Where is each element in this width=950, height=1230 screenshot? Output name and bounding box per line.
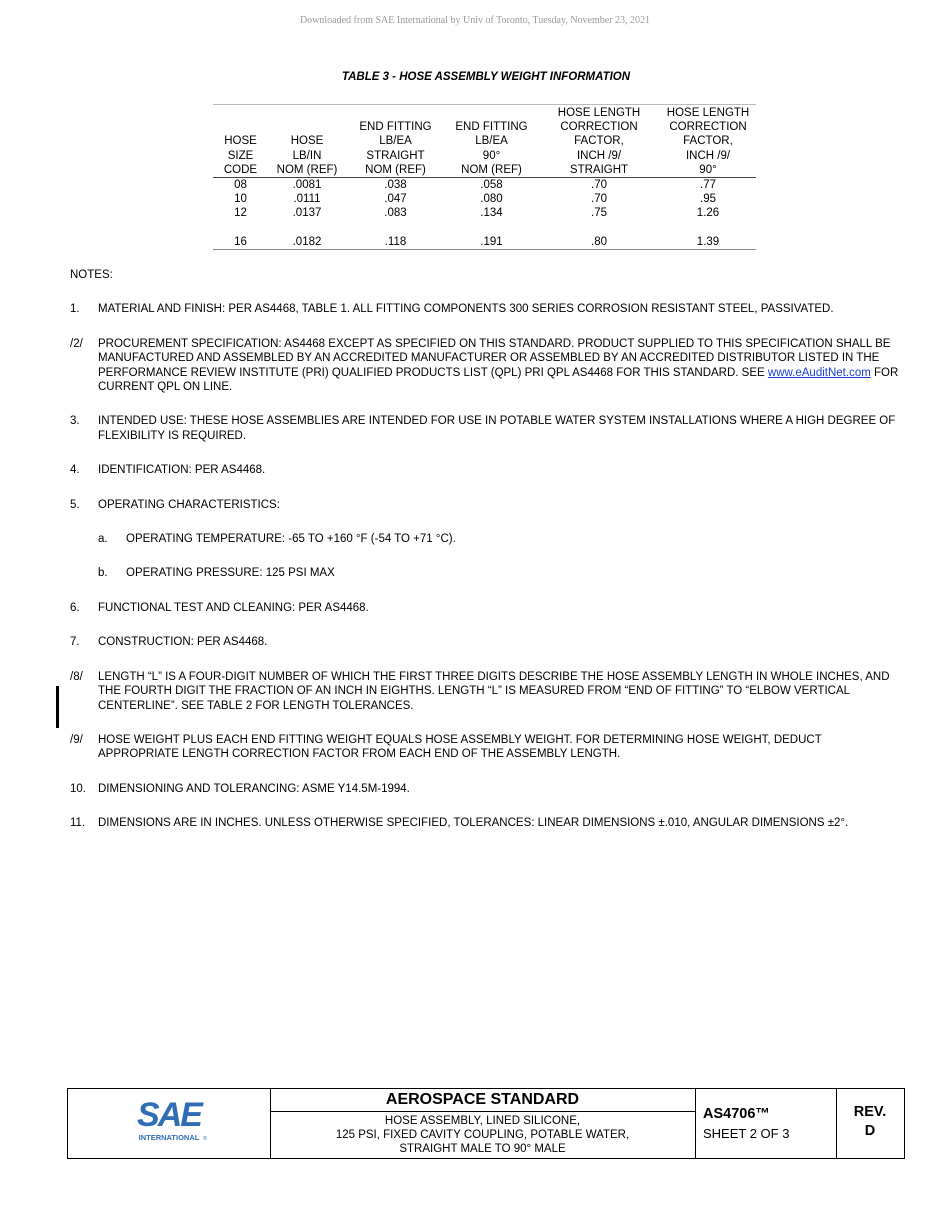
note-text: LENGTH “L” IS A FOUR-DIGIT NUMBER OF WHICH THE FIRST THREE DIGITS DESCRIBE THE HOSE ASSEMBLY LENGTH IN WHOLE INCHES, AND THE FOURTH DIGIT THE FRACTION OF AN INCH IN EIGHTHS. LENGTH “L” IS MEASURED FROM “END OF FITTING” TO “ELBOW VERTICAL CENTERLINE”. SEE TABLE 2 FOR LENGTH TOLERANCES. <box>98 670 890 712</box>
note-5b <box>70 566 900 580</box>
col-hose-lb-in: HOSE LB/IN NOM (REF) <box>268 105 346 178</box>
note-number: 1. <box>70 303 80 316</box>
table-cell: .191 <box>445 235 538 250</box>
note-number: 11. <box>70 817 86 830</box>
sae-logo-icon <box>68 1089 270 1158</box>
table-cell: .75 <box>591 207 607 220</box>
svg-text:®: ® <box>203 1136 207 1142</box>
svg-text:INTERNATIONAL: INTERNATIONAL <box>138 1133 200 1142</box>
document-title: HOSE ASSEMBLY, LINED SILICONE, 125 PSI, FIXED CAVITY COUPLING, POTABLE WATER, STRAIGHT MALE TO 90° MALE <box>335 1115 630 1155</box>
table-cell: .118 <box>346 235 445 250</box>
col-hose-size-code: HOSE SIZE CODE <box>213 105 268 178</box>
table-cell: 08 <box>234 179 247 192</box>
hose-weight-table <box>213 104 756 250</box>
table-cell: .70 <box>591 179 607 192</box>
title-cell <box>270 1089 696 1158</box>
table-cell: .0081 <box>292 179 322 192</box>
revision-value: D <box>864 1123 876 1139</box>
note-5a <box>70 532 900 546</box>
download-watermark: Downloaded from SAE International by Univ of Toronto, Tuesday, November 23, 2021 <box>299 15 651 26</box>
svg-text:SAE: SAE <box>137 1096 201 1134</box>
table-cell: .0137 <box>292 207 322 220</box>
table-title: TABLE 3 - HOSE ASSEMBLY WEIGHT INFORMATION <box>341 71 631 83</box>
note-4 <box>70 463 900 477</box>
note-text: INTENDED USE: THESE HOSE ASSEMBLIES ARE INTENDED FOR USE IN POTABLE WATER SYSTEM INSTALLATIONS WHERE A HIGH DEGREE OF FLEXIBILITY IS REQUIRED. <box>98 415 896 442</box>
table-cell: .047 <box>384 193 407 206</box>
eauditnet-link[interactable]: www.eAuditNet.com <box>767 366 871 379</box>
sheet-number: SHEET 2 OF 3 <box>703 1126 790 1141</box>
note-text: FUNCTIONAL TEST AND CLEANING: PER AS4468. <box>98 601 369 614</box>
table-cell: 1.26 <box>696 207 720 220</box>
note-number: 4. <box>70 464 80 477</box>
table-row <box>213 192 756 206</box>
table-spacer-row <box>213 221 756 235</box>
col-correction-straight: HOSE LENGTH CORRECTION FACTOR, INCH /9/ STRAIGHT <box>538 105 660 178</box>
note-number: 10. <box>70 782 86 795</box>
note-text: DIMENSIONING AND TOLERANCING: ASME Y14.5M-1994. <box>98 782 410 795</box>
table-cell: .038 <box>384 179 407 192</box>
table-row <box>213 206 756 220</box>
table-cell: .058 <box>480 179 503 192</box>
notes-heading: NOTES: <box>70 269 113 281</box>
revision-change-bar <box>56 686 59 728</box>
note-number: 7. <box>70 636 80 649</box>
table-row <box>213 178 756 193</box>
note-number: /2/ <box>70 337 83 350</box>
note-number: /9/ <box>70 733 83 746</box>
table-cell: 12 <box>234 207 247 220</box>
note-text: OPERATING TEMPERATURE: -65 TO +160 °F (-54 TO +71 °C). <box>126 533 456 546</box>
note-1 <box>70 302 900 316</box>
note-11 <box>70 816 900 830</box>
note-number: 3. <box>70 415 80 428</box>
note-2 <box>70 337 900 395</box>
note-number: b. <box>98 567 108 580</box>
note-number: /8/ <box>70 670 83 683</box>
note-10 <box>70 782 900 796</box>
note-text: OPERATING PRESSURE: 125 PSI MAX <box>126 567 335 580</box>
title-block <box>67 1088 905 1159</box>
table-cell: 16 <box>213 235 268 250</box>
note-number: a. <box>98 533 108 546</box>
table-cell: .134 <box>480 207 503 220</box>
note-number: 6. <box>70 601 80 614</box>
note-3 <box>70 414 900 443</box>
notes-section <box>70 268 900 851</box>
table-cell: .0111 <box>293 193 321 206</box>
aerospace-standard-heading: AEROSPACE STANDARD <box>270 1089 695 1112</box>
table-cell: .0182 <box>268 235 346 250</box>
note-text: MATERIAL AND FINISH: PER AS4468, TABLE 1. ALL FITTING COMPONENTS 300 SERIES CORROSION RESISTANT STEEL, PASSIVATED. <box>98 303 834 316</box>
note-5 <box>70 498 900 512</box>
table-cell: .70 <box>591 193 607 206</box>
note-9 <box>70 733 900 762</box>
sae-logo-cell <box>68 1089 271 1158</box>
note-7 <box>70 635 900 649</box>
document-number: AS4706™ <box>703 1106 770 1122</box>
table-cell: .083 <box>384 207 407 220</box>
document-number-cell <box>695 1089 837 1158</box>
note-text: CONSTRUCTION: PER AS4468. <box>98 636 268 649</box>
table-cell: 10 <box>234 193 247 206</box>
table-row <box>213 235 756 250</box>
note-8 <box>70 670 900 713</box>
revision-label: REV. <box>853 1104 887 1120</box>
col-correction-90: HOSE LENGTH CORRECTION FACTOR, INCH /9/ 90° <box>660 105 756 178</box>
table-cell: .77 <box>700 179 716 192</box>
col-end-fitting-straight: END FITTING LB/EA STRAIGHT NOM (REF) <box>346 105 445 178</box>
note-text: DIMENSIONS ARE IN INCHES. UNLESS OTHERWISE SPECIFIED, TOLERANCES: LINEAR DIMENSIONS ±.010, ANGULAR DIMENSIONS ±2°. <box>98 817 849 830</box>
note-text: IDENTIFICATION: PER AS4468. <box>98 464 266 477</box>
note-text: PROCUREMENT SPECIFICATION: AS4468 EXCEPT AS SPECIFIED ON THIS STANDARD. PRODUCT SUPPLIED TO THIS SPECIFICATION SHALL BE MANUFACTURED AND ASSEMBLED BY AN ACCREDITED MANUFACTURER OR ASSEMBLED BY AN ACCREDITED DISTRIBUTOR LISTED IN THE PERFORMANCE REVIEW INSTITUTE (PRI) QUALIFIED PRODUCTS LIST (QPL) PRI QPL AS4468 FOR THIS STANDARD. SEE www.eAuditNet.com FOR CURRENT QPL ON LINE. <box>98 337 899 394</box>
revision-cell <box>836 1089 904 1158</box>
note-text: OPERATING CHARACTERISTICS: <box>98 498 280 511</box>
table-cell: 1.39 <box>660 235 756 250</box>
table-cell: .95 <box>700 193 716 206</box>
col-end-fitting-90: END FITTING LB/EA 90° NOM (REF) <box>445 105 538 178</box>
note-text: HOSE WEIGHT PLUS EACH END FITTING WEIGHT EQUALS HOSE ASSEMBLY WEIGHT. FOR DETERMINING HOSE WEIGHT, DEDUCT APPROPRIATE LENGTH CORRECTION FACTOR FROM EACH END OF THE ASSEMBLY LENGTH. <box>98 733 822 761</box>
table-header-row <box>213 105 756 178</box>
note-6 <box>70 601 900 615</box>
note-number: 5. <box>70 498 80 511</box>
table-cell: .080 <box>480 193 503 206</box>
table-cell: .80 <box>538 235 660 250</box>
